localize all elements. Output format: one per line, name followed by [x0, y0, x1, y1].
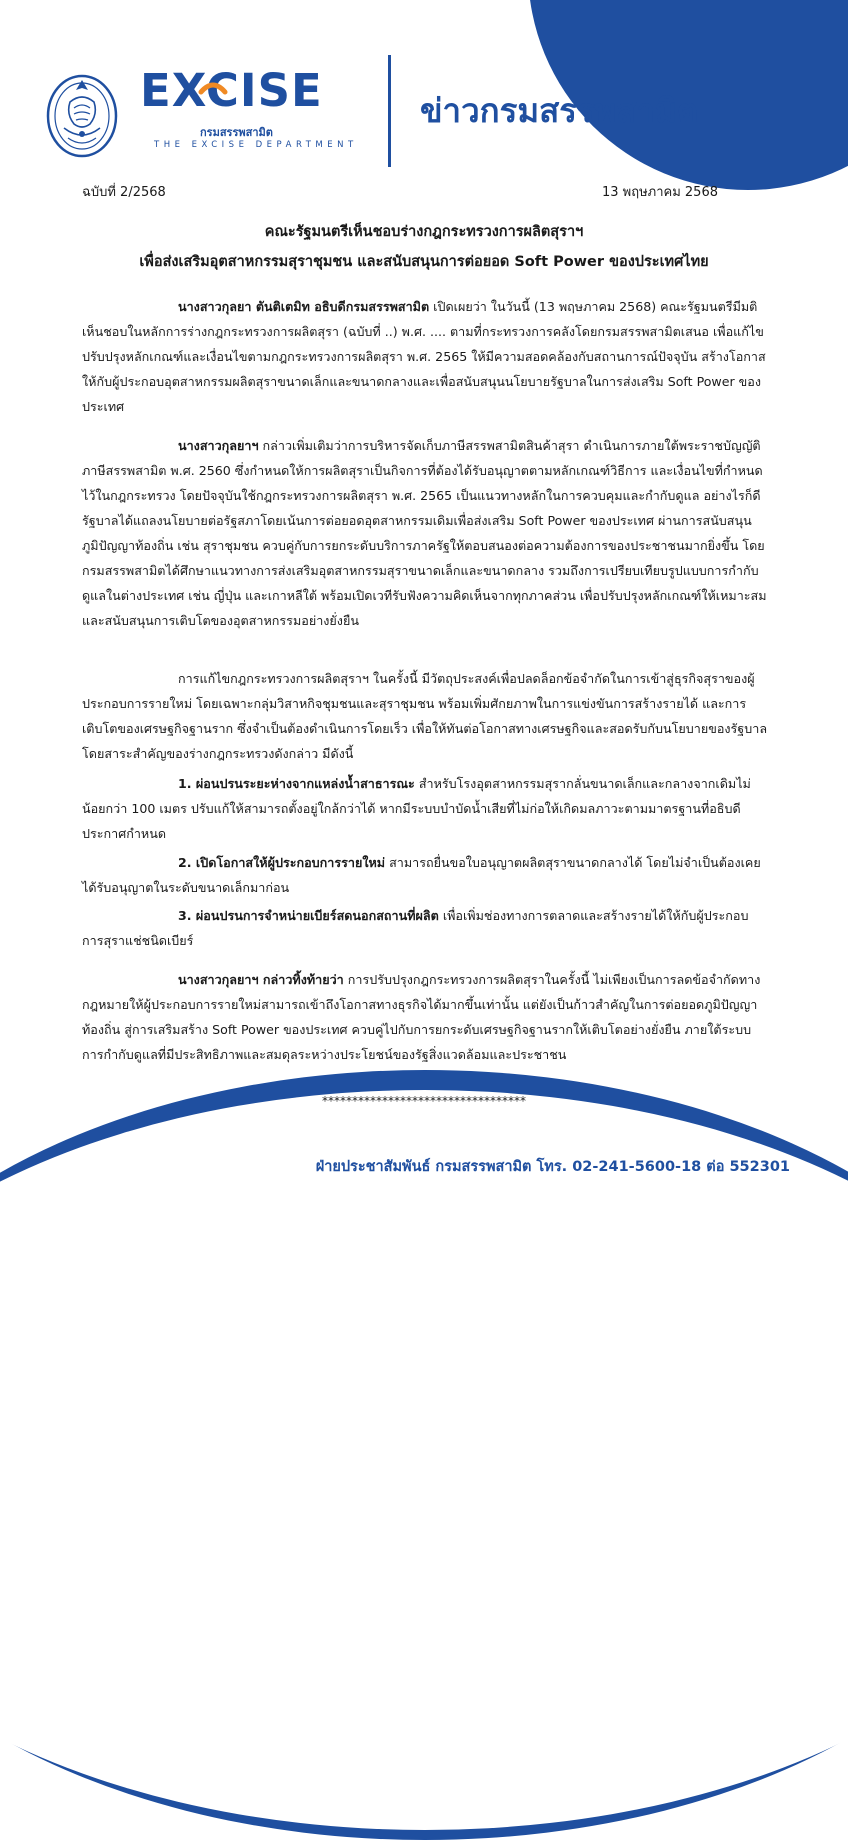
item-3-text: เพื่อเพิ่มช่องทางการตลาดและสร้างรายได้ให้กับผู้ประกอบการสุราแช่ชนิดเบียร์ — [82, 908, 749, 948]
page-title: ข่าวกรมสรรพสามิต — [420, 91, 699, 130]
item-1-lead: 1. ผ่อนปรนระยะห่างจากแหล่งน้ำสาธารณะ — [178, 776, 415, 791]
logo-word: EXCISE — [140, 64, 323, 117]
item-2-text: สามารถยื่นขอใบอนุญาตผลิตสุราขนาดกลางได้ โดยไม่จำเป็นต้องเคยได้รับอนุญาตในระดับขนาดเล็กมาก่อน — [82, 855, 761, 895]
excise-logo — [140, 64, 358, 156]
paragraph-4-text: การปรับปรุงกฎกระทรวงการผลิตสุราในครั้งนี้ ไม่เพียงเป็นการลดข้อจำกัดทางกฎหมายให้ผู้ประกอบการรายใหม่สามารถเข้าถึงโอกาสทางธุรกิจได้มากขึ้นเท่านั้น แต่ยังเป็นก้าวสำคัญในการต่อยอดภูมิปัญญาท้องถิ่น สู่การเสริมสร้าง Soft Power ของประเทศ ควบคู่ไปกับการยกระดับเศรษฐกิจฐานรากให้เติบโตอย่างยั่งยืน ภายใต้ระบบการกำกับดูแลที่มีประสิทธิภาพและสมดุลระหว่างประโยชน์ของรัฐสิ่งแวดล้อมและประชาชน — [82, 972, 761, 1062]
paragraph-1-lead: นางสาวกุลยา ตันติเตมิท อธิบดีกรมสรรพสามิต — [178, 299, 430, 314]
item-1-text: สำหรับโรงอุตสาหกรรมสุรากลั่นขนาดเล็กและกลางจากเดิมไม่น้อยกว่า 100 เมตร ปรับแก้ให้สามารถตั้งอยู่ใกล้กว่าได้ หากมีระบบบำบัดน้ำเสียที่ไม่ก่อให้เกิดมลภาวะตามมาตรฐานที่อธิบดีประกาศกำหนด — [82, 776, 751, 841]
paragraph-3: การแก้ไขกฎกระทรวงการผลิตสุราฯ ในครั้งนี้ มีวัตถุประสงค์เพื่อปลดล็อกข้อจำกัดในการเข้าสู่ธุรกิจสุราของผู้ประกอบการรายใหม่ โดยเฉพาะกลุ่มวิสาหกิจชุมชนและสุราชุมชน พร้อมเพิ่มศักยภาพในการแข่งขันการสร้างรายได้ และการเติบโตของเศรษฐกิจฐานราก ซึ่งจำเป็นต้องดำเนินการโดยเร็ว เพื่อให้ทันต่อโอกาสทางเศรษฐกิจและสอดรับกับนโยบายของรัฐบาล โดยสาระสำคัญของร่างกฎกระทรวงดังกล่าว มีดังนี้ — [82, 671, 768, 761]
issue-number: ฉบับที่ 2/2568 — [82, 185, 166, 200]
footer-contact: ฝ่ายประชาสัมพันธ์ กรมสรรพสามิต โทร. 02-241-5600-18 ต่อ 552301 — [315, 1159, 790, 1175]
end-separator: ********************************** — [322, 1094, 526, 1108]
bottom-white-swoosh — [0, 1090, 848, 1830]
paragraph-4 — [82, 967, 768, 1067]
paragraph-4-lead: นางสาวกุลยาฯ กล่าวทิ้งท้ายว่า — [178, 972, 344, 987]
item-1 — [82, 771, 768, 846]
paragraph-2 — [82, 433, 768, 633]
issue-date: 13 พฤษภาคม 2568 — [601, 185, 718, 200]
excise-seal-icon — [44, 68, 120, 160]
item-3 — [82, 903, 768, 953]
paragraph-2-text: กล่าวเพิ่มเติมว่าการบริหารจัดเก็บภาษีสรรพสามิตสินค้าสุรา ดำเนินการภายใต้พระราชบัญญัติภาษีสรรพสามิต พ.ศ. 2560 ซึ่งกำหนดให้การผลิตสุราเป็นกิจการที่ต้องได้รับอนุญาตตามหลักเกณฑ์วิธีการ และเงื่อนไขที่กำหนดไว้ในกฎกระทรวง โดยปัจจุบันใช้กฎกระทรวงการผลิตสุรา พ.ศ. 2565 เป็นแนวทางหลักในการควบคุมและกำกับดูแล อย่างไรก็ดี รัฐบาลได้แถลงนโยบายต่อรัฐสภาโดยเน้นการต่อยอดอุตสาหกรรมเดิมเพื่อส่งเสริม Soft Power ของประเทศ ผ่านการสนับสนุนภูมิปัญญาท้องถิ่น เช่น สุราชุมชน ควบคู่กับการยกระดับบริการภาครัฐให้ตอบสนองต่อความต้องการของประชาชนมากยิ่งขึ้น โดยกรมสรรพสามิตได้ศึกษาแนวทางการส่งเสริมอุตสาหกรรมสุราขนาดเล็กและขนาดกลาง รวมถึงการเปรียบเทียบรูปแบบการกำกับดูแลในต่างประเทศ เช่น ญี่ปุ่น และเกาหลีใต้ พร้อมเปิดเวทีรับฟังความคิดเห็นจากทุกภาคส่วน เพื่อปรับปรุงหลักเกณฑ์ให้เหมาะสมและสนับสนุนการเติบโตของอุตสาหกรรมอย่างยั่งยืน — [82, 438, 767, 628]
logo-thai-name: กรมสรรพสามิต — [200, 126, 273, 139]
paragraph-2-lead: นางสาวกุลยาฯ — [178, 438, 259, 453]
paragraph-1-text: เปิดเผยว่า ในวันนี้ (13 พฤษภาคม 2568) คณะรัฐมนตรีมีมติเห็นชอบในหลักการร่างกฎกระทรวงการผลิตสุรา (ฉบับที่ ..) พ.ศ. .... ตามที่กระทรวงการคลังโดยกรมสรรพสามิตเสนอ เพื่อแก้ไขปรับปรุงหลักเกณฑ์และเงื่อนไขตามกฎกระทรวงการผลิตสุรา พ.ศ. 2565 ให้มีความสอดคล้องกับสถานการณ์ปัจจุบัน สร้างโอกาสให้กับผู้ประกอบอุตสาหกรรมผลิตสุราขนาดเล็กและขนาดกลางและเพื่อสนับสนุนนโยบายรัฐบาลในการส่งเสริม Soft Power ของประเทศ — [82, 299, 766, 414]
item-2 — [82, 850, 768, 900]
headline-line-1: คณะรัฐมนตรีเห็นชอบร่างกฎกระทรวงการผลิตสุราฯ — [264, 224, 584, 240]
logo-english-name: THE EXCISE DEPARTMENT — [154, 140, 358, 150]
header-divider — [388, 55, 391, 167]
paragraph-1 — [82, 294, 768, 419]
headline-line-2: เพื่อส่งเสริมอุตสาหกรรมสุราชุมชน และสนับสนุนการต่อยอด Soft Power ของประเทศไทย — [139, 254, 709, 270]
logo-swirl-icon — [198, 77, 228, 107]
item-3-lead: 3. ผ่อนปรนการจำหน่ายเบียร์สดนอกสถานที่ผลิต — [178, 908, 439, 923]
item-2-lead: 2. เปิดโอกาสให้ผู้ประกอบการรายใหม่ — [178, 855, 386, 870]
